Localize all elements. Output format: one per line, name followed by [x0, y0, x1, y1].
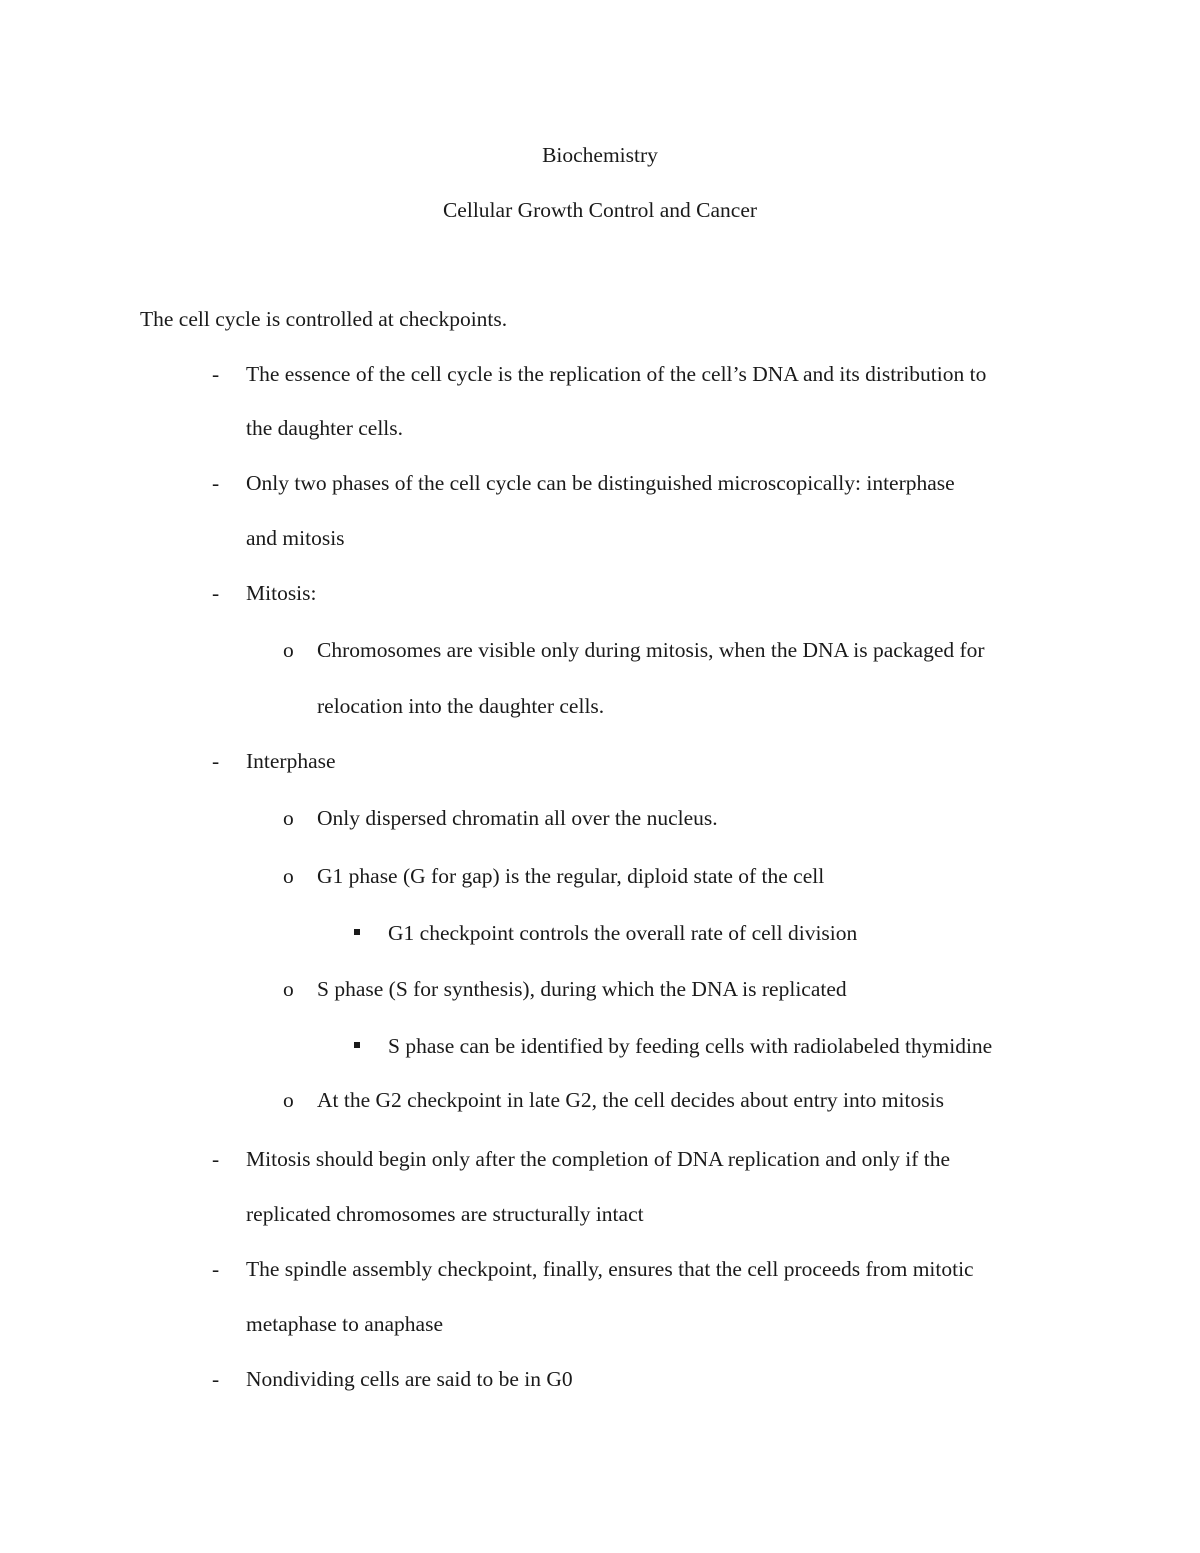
- sub-item-text: relocation into the daughter cells.: [317, 694, 605, 718]
- list-item-text: The essence of the cell cycle is the replication of the cell’s DNA and its distribution to: [246, 362, 987, 386]
- dash-marker: -: [212, 1147, 220, 1171]
- sub-item-text: Chromosomes are visible only during mitosis, when the DNA is packaged for: [317, 638, 985, 662]
- sub-item-text: G1 phase (G for gap) is the regular, diploid state of the cell: [317, 864, 825, 888]
- document-title: Biochemistry: [542, 143, 658, 167]
- circle-marker: o: [283, 638, 294, 662]
- list-item-text: The spindle assembly checkpoint, finally, ensures that the cell proceeds from mitotic: [246, 1257, 974, 1281]
- sub-sub-item-text: G1 checkpoint controls the overall rate of cell division: [388, 921, 858, 945]
- dash-marker: -: [212, 749, 220, 773]
- square-bullet-icon: [354, 929, 360, 935]
- list-item-text: the daughter cells.: [246, 416, 404, 440]
- dash-marker: -: [212, 471, 220, 495]
- intro-heading: The cell cycle is controlled at checkpoints.: [140, 307, 508, 331]
- document-subtitle: Cellular Growth Control and Cancer: [442, 198, 758, 222]
- list-item-text: metaphase to anaphase: [246, 1312, 443, 1336]
- circle-marker: o: [283, 806, 294, 830]
- circle-marker: o: [283, 977, 294, 1001]
- dash-marker: -: [212, 1257, 220, 1281]
- list-item-text: Nondividing cells are said to be in G0: [246, 1367, 573, 1391]
- dash-marker: -: [212, 362, 220, 386]
- list-item-text: Mitosis should begin only after the completion of DNA replication and only if the: [246, 1147, 950, 1171]
- dash-marker: -: [212, 1367, 220, 1391]
- list-item-text: replicated chromosomes are structurally intact: [246, 1202, 644, 1226]
- dash-marker: -: [212, 581, 220, 605]
- list-item-text: Mitosis:: [246, 581, 317, 605]
- list-item-text: Only two phases of the cell cycle can be distinguished microscopically: interphase: [246, 471, 955, 495]
- circle-marker: o: [283, 864, 294, 888]
- list-item-text: Interphase: [246, 749, 336, 773]
- sub-item-text: S phase (S for synthesis), during which the DNA is replicated: [317, 977, 847, 1001]
- list-item-text: and mitosis: [246, 526, 345, 550]
- circle-marker: o: [283, 1088, 294, 1112]
- sub-item-text: At the G2 checkpoint in late G2, the cell decides about entry into mitosis: [317, 1088, 944, 1112]
- sub-item-text: Only dispersed chromatin all over the nucleus.: [317, 806, 718, 830]
- sub-sub-item-text: S phase can be identified by feeding cells with radiolabeled thymidine: [388, 1034, 993, 1058]
- square-bullet-icon: [354, 1042, 360, 1048]
